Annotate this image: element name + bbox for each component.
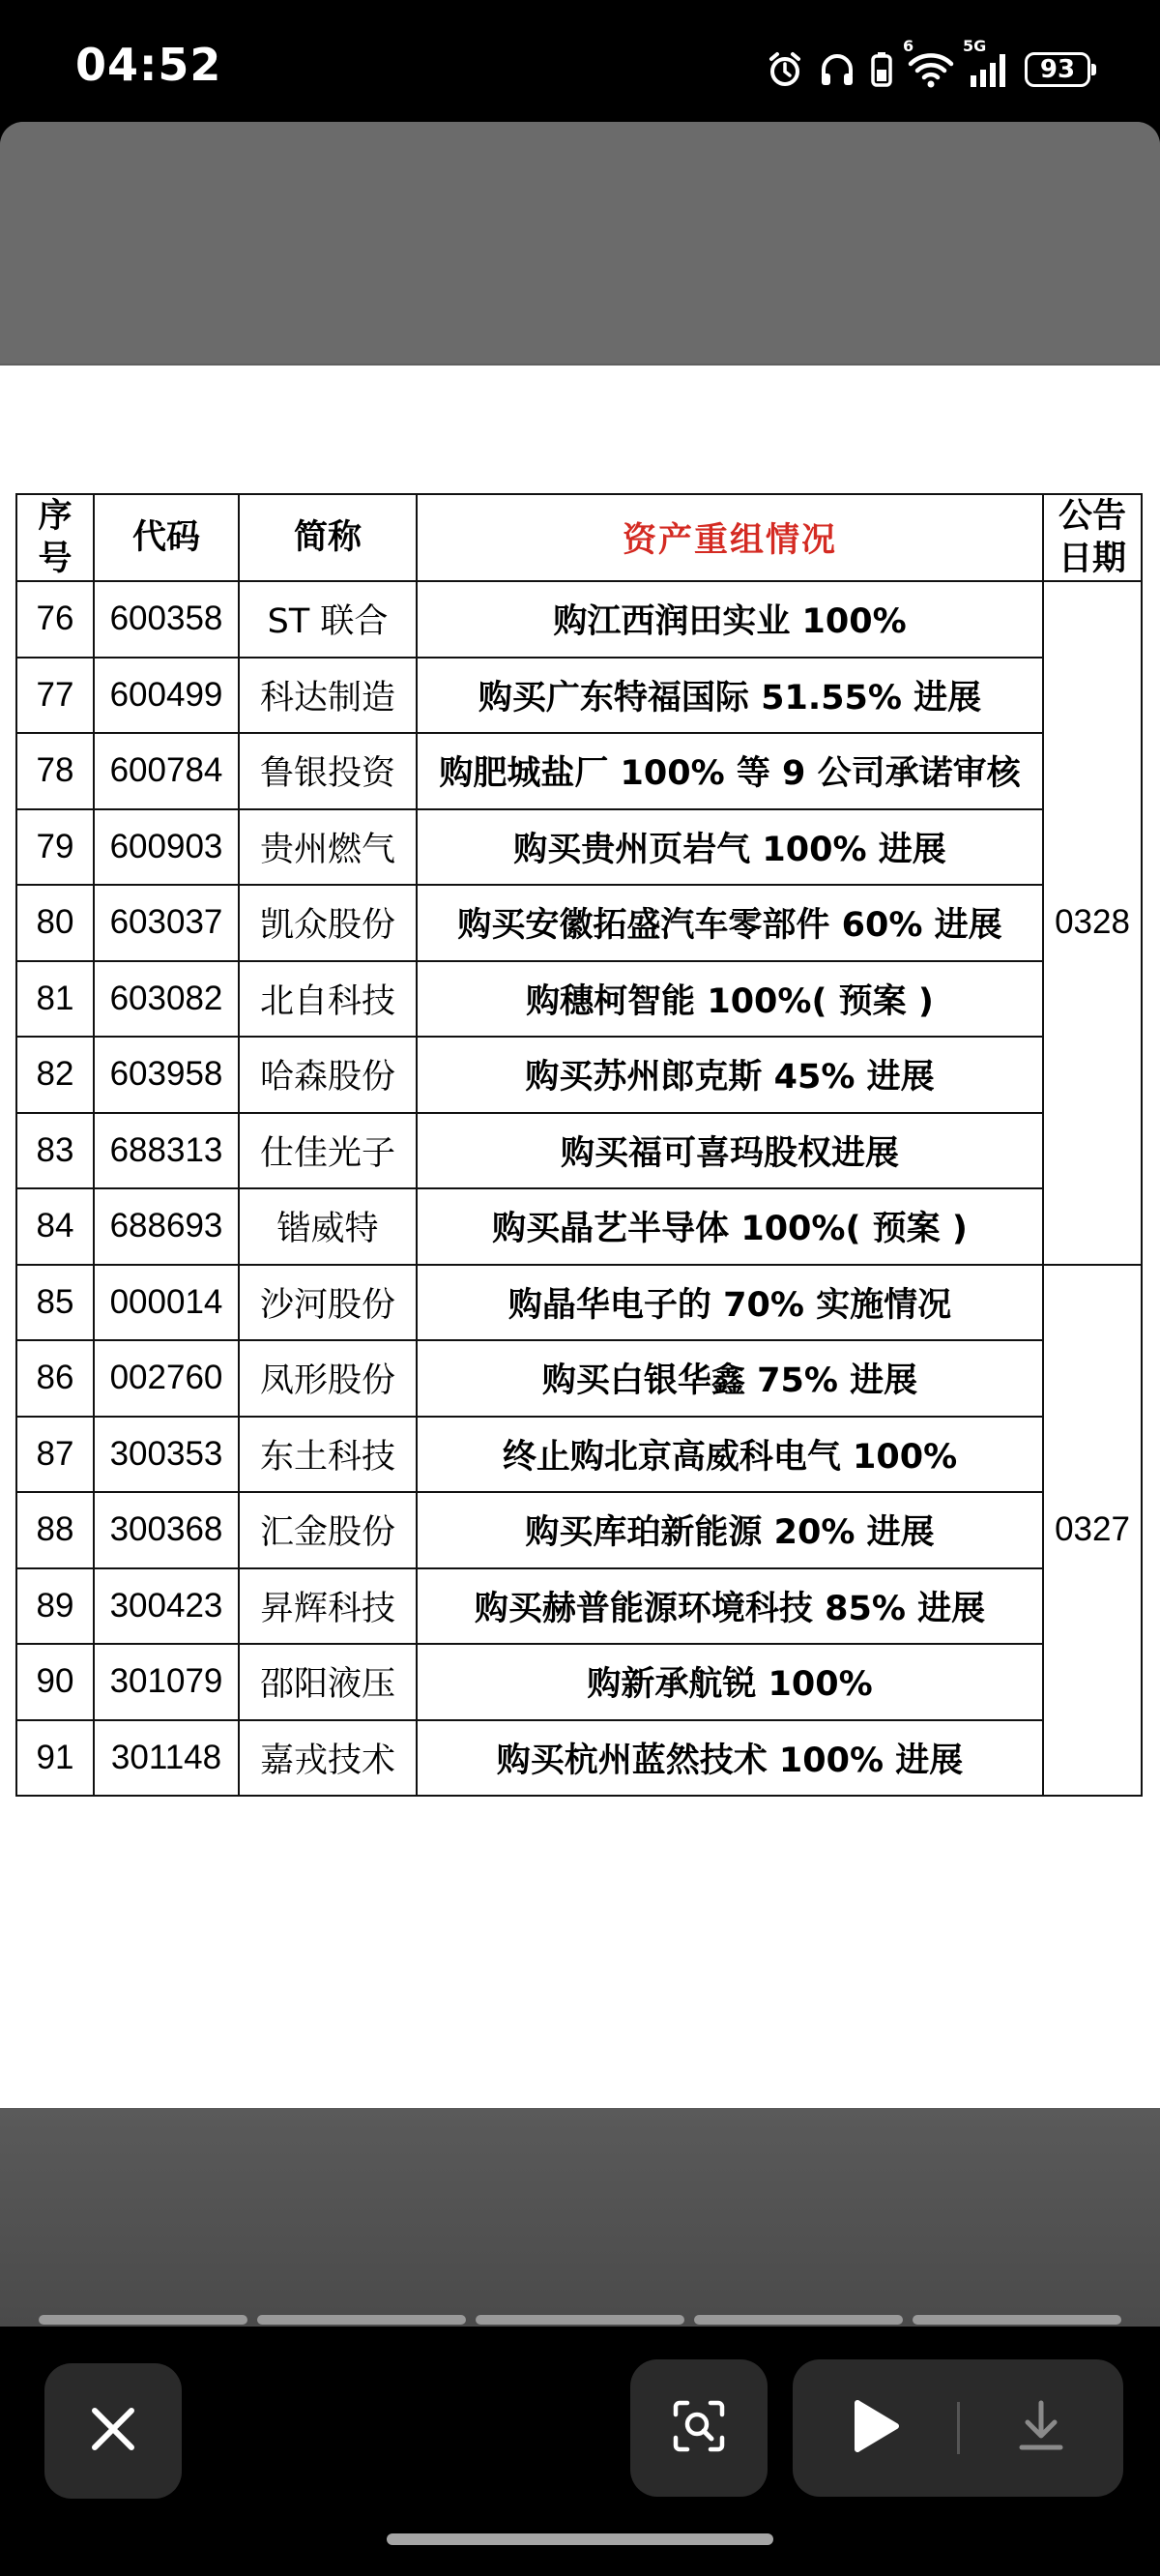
table-row bbox=[16, 885, 1142, 961]
row-date: 0327 bbox=[1043, 1265, 1142, 1797]
row-code: 000014 bbox=[94, 1265, 239, 1341]
home-indicator[interactable] bbox=[387, 2533, 773, 2545]
row-description: 购肥城盐厂 100% 等 9 公司承诺审核 bbox=[417, 733, 1043, 809]
status-time: 04:52 bbox=[75, 39, 222, 91]
page-indicator bbox=[39, 2315, 1121, 2325]
row-code: 300368 bbox=[94, 1492, 239, 1568]
row-description: 购买赫普能源环境科技 85% 进展 bbox=[417, 1568, 1043, 1645]
row-name: 嘉戎技术 bbox=[239, 1720, 417, 1797]
row-code: 600358 bbox=[94, 581, 239, 658]
row-code: 603082 bbox=[94, 961, 239, 1038]
phone-battery-icon bbox=[870, 50, 893, 89]
document-image[interactable] bbox=[0, 366, 1160, 2108]
table-row bbox=[16, 961, 1142, 1038]
row-description: 购穗柯智能 100%( 预案 ) bbox=[417, 961, 1043, 1038]
row-description: 购买白银华鑫 75% 进展 bbox=[417, 1340, 1043, 1417]
play-button[interactable] bbox=[793, 2359, 957, 2497]
table-row bbox=[16, 809, 1142, 886]
row-seq: 80 bbox=[16, 885, 94, 961]
row-seq: 84 bbox=[16, 1188, 94, 1265]
row-code: 600499 bbox=[94, 658, 239, 734]
row-seq: 76 bbox=[16, 581, 94, 658]
row-name: 昇辉科技 bbox=[239, 1568, 417, 1645]
viewer-bottom-area bbox=[0, 2108, 1160, 2327]
row-name: ST 联合 bbox=[239, 581, 417, 658]
row-code: 301079 bbox=[94, 1644, 239, 1720]
table-row bbox=[16, 1417, 1142, 1493]
row-name: 锴威特 bbox=[239, 1188, 417, 1265]
headphones-icon bbox=[818, 50, 856, 89]
header-date bbox=[1043, 494, 1142, 581]
header-date-label: 公告日期 bbox=[1058, 497, 1126, 578]
row-description: 购买广东特福国际 51.55% 进展 bbox=[417, 658, 1043, 734]
table-body bbox=[16, 581, 1142, 1796]
row-description: 购买贵州页岩气 100% 进展 bbox=[417, 809, 1043, 886]
row-code: 688693 bbox=[94, 1188, 239, 1265]
row-seq: 85 bbox=[16, 1265, 94, 1341]
alarm-icon bbox=[766, 50, 804, 89]
battery-icon: 93 bbox=[1025, 52, 1090, 87]
bottom-controls bbox=[0, 2330, 1160, 2514]
row-description: 购江西润田实业 100% bbox=[417, 581, 1043, 658]
status-bar bbox=[0, 0, 1160, 116]
table-row bbox=[16, 1568, 1142, 1645]
lens-search-button[interactable] bbox=[630, 2359, 768, 2497]
row-name: 凤形股份 bbox=[239, 1340, 417, 1417]
viewer-top-area bbox=[0, 122, 1160, 364]
row-description: 购买库珀新能源 20% 进展 bbox=[417, 1492, 1043, 1568]
row-code: 301148 bbox=[94, 1720, 239, 1797]
table-row bbox=[16, 1340, 1142, 1417]
header-name: 简称 bbox=[239, 494, 417, 581]
table-header-row bbox=[16, 494, 1142, 581]
table-row bbox=[16, 581, 1142, 658]
wifi-badge: 6 bbox=[903, 37, 914, 55]
row-code: 603037 bbox=[94, 885, 239, 961]
row-code: 300353 bbox=[94, 1417, 239, 1493]
table-row bbox=[16, 1113, 1142, 1189]
row-name: 仕佳光子 bbox=[239, 1113, 417, 1189]
row-seq: 87 bbox=[16, 1417, 94, 1493]
row-code: 600784 bbox=[94, 733, 239, 809]
page-indicator-segment bbox=[476, 2315, 684, 2325]
row-seq: 79 bbox=[16, 809, 94, 886]
row-name: 北自科技 bbox=[239, 961, 417, 1038]
page-indicator-segment bbox=[39, 2315, 247, 2325]
row-name: 邵阳液压 bbox=[239, 1644, 417, 1720]
wifi-icon bbox=[903, 37, 955, 89]
row-seq: 91 bbox=[16, 1720, 94, 1797]
row-seq: 83 bbox=[16, 1113, 94, 1189]
table-row bbox=[16, 1037, 1142, 1113]
play-icon bbox=[848, 2397, 902, 2459]
row-description: 终止购北京高威科电气 100% bbox=[417, 1417, 1043, 1493]
row-description: 购买晶艺半导体 100%( 预案 ) bbox=[417, 1188, 1043, 1265]
row-name: 科达制造 bbox=[239, 658, 417, 734]
row-name: 东土科技 bbox=[239, 1417, 417, 1493]
header-seq-label: 序号 bbox=[38, 497, 72, 578]
table-row bbox=[16, 1265, 1142, 1341]
header-code: 代码 bbox=[94, 494, 239, 581]
row-date: 0328 bbox=[1043, 581, 1142, 1265]
page-indicator-segment bbox=[257, 2315, 466, 2325]
page-indicator-segment bbox=[694, 2315, 903, 2325]
table-row bbox=[16, 658, 1142, 734]
download-button[interactable] bbox=[959, 2359, 1123, 2497]
table-row bbox=[16, 733, 1142, 809]
table-row bbox=[16, 1720, 1142, 1797]
row-name: 贵州燃气 bbox=[239, 809, 417, 886]
row-name: 汇金股份 bbox=[239, 1492, 417, 1568]
row-seq: 78 bbox=[16, 733, 94, 809]
row-seq: 88 bbox=[16, 1492, 94, 1568]
close-icon bbox=[87, 2403, 139, 2459]
row-name: 哈森股份 bbox=[239, 1037, 417, 1113]
page-indicator-segment bbox=[913, 2315, 1121, 2325]
row-seq: 77 bbox=[16, 658, 94, 734]
row-description: 购买安徽拓盛汽车零部件 60% 进展 bbox=[417, 885, 1043, 961]
signal-icon bbox=[963, 37, 1011, 89]
close-button[interactable] bbox=[44, 2363, 182, 2499]
row-description: 购新承航锐 100% bbox=[417, 1644, 1043, 1720]
row-code: 603958 bbox=[94, 1037, 239, 1113]
table-row bbox=[16, 1644, 1142, 1720]
row-code: 688313 bbox=[94, 1113, 239, 1189]
header-seq bbox=[16, 494, 94, 581]
row-name: 沙河股份 bbox=[239, 1265, 417, 1341]
row-name: 凯众股份 bbox=[239, 885, 417, 961]
row-name: 鲁银投资 bbox=[239, 733, 417, 809]
play-download-group bbox=[793, 2359, 1123, 2497]
row-description: 购买苏州郎克斯 45% 进展 bbox=[417, 1037, 1043, 1113]
row-code: 300423 bbox=[94, 1568, 239, 1645]
status-icons bbox=[766, 37, 1090, 93]
table-row bbox=[16, 1492, 1142, 1568]
row-description: 购晶华电子的 70% 实施情况 bbox=[417, 1265, 1043, 1341]
row-seq: 81 bbox=[16, 961, 94, 1038]
restructure-table bbox=[15, 493, 1143, 1797]
row-code: 600903 bbox=[94, 809, 239, 886]
row-seq: 89 bbox=[16, 1568, 94, 1645]
row-code: 002760 bbox=[94, 1340, 239, 1417]
download-icon bbox=[1014, 2397, 1068, 2459]
row-description: 购买杭州蓝然技术 100% 进展 bbox=[417, 1720, 1043, 1797]
network-label: 5G bbox=[963, 37, 987, 55]
table-row bbox=[16, 1188, 1142, 1265]
table-title: 资产重组情况 bbox=[417, 494, 1043, 581]
row-description: 购买福可喜玛股权进展 bbox=[417, 1113, 1043, 1189]
lens-search-icon bbox=[670, 2397, 728, 2459]
row-seq: 90 bbox=[16, 1644, 94, 1720]
row-seq: 82 bbox=[16, 1037, 94, 1113]
row-seq: 86 bbox=[16, 1340, 94, 1417]
image-viewer[interactable] bbox=[0, 122, 1160, 2327]
